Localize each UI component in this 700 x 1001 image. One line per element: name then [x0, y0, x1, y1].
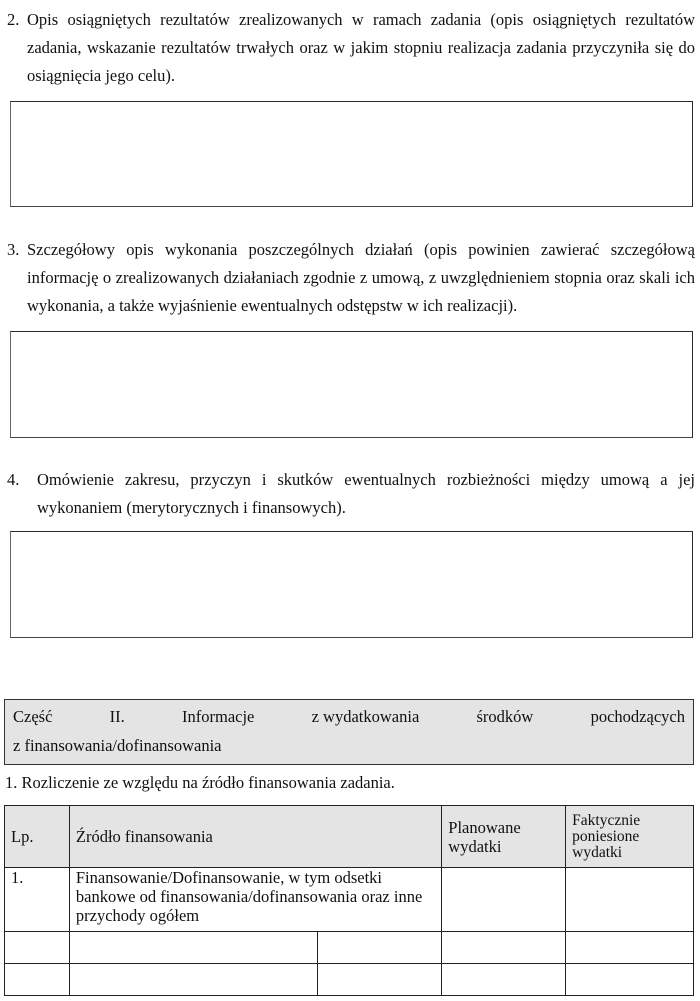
cell-lp[interactable] [5, 964, 70, 996]
cell-planned[interactable] [442, 964, 566, 996]
header-lp: Lp. [5, 806, 70, 868]
item-text: Szczegółowy opis wykonania poszczególnych działań (opis powinien zawierać szczegółową informację o zrealizowanych działaniach zgodnie z umową, z uwzględnieniem stopnia oraz skali ich wykonania, a także wyjaśnienie ewentualnych odstępstw w ich realizacji). [27, 240, 695, 315]
cell-lp: 1. [5, 868, 70, 932]
table-row [5, 932, 694, 964]
item-3 [7, 236, 695, 320]
header-planned: Planowane wydatki [442, 806, 566, 868]
item-number: 4. [7, 470, 20, 489]
financing-table [4, 805, 694, 996]
section-word: z wydatkowania [311, 707, 420, 726]
cell-planned[interactable] [442, 868, 566, 932]
section-word: pochodzących [590, 707, 685, 726]
subsection-title: 1. Rozliczenie ze względu na źródło finansowania zadania. [5, 773, 395, 792]
cell-source-b[interactable] [318, 932, 442, 964]
table-row [5, 964, 694, 996]
cell-actual[interactable] [566, 932, 694, 964]
cell-lp[interactable] [5, 932, 70, 964]
section-header-line1 [13, 702, 685, 731]
section-header-part-2 [4, 699, 694, 765]
cell-source-a[interactable] [69, 964, 318, 996]
item-number: 3. [7, 240, 20, 259]
table-header-row [5, 806, 694, 868]
answer-box-item-4[interactable] [10, 531, 693, 638]
cell-source-b[interactable] [318, 964, 442, 996]
section-header-line2: z finansowania/dofinansowania [13, 736, 222, 755]
cell-actual[interactable] [566, 868, 694, 932]
section-word: Część [13, 707, 53, 726]
item-2 [7, 6, 695, 90]
cell-planned[interactable] [442, 932, 566, 964]
header-actual: Faktycznie poniesione wydatki [566, 806, 694, 868]
item-text: Opis osiągniętych rezultatów zrealizowanych w ramach zadania (opis osiągniętych rezultatów zadania, wskazanie rezultatów trwałych oraz w jakim stopniu realizacja zadania przyczyniła się do osiągnięcia jego celu). [27, 10, 695, 85]
table-row [5, 868, 694, 932]
cell-source-a[interactable] [69, 932, 318, 964]
section-word: II. [109, 707, 125, 726]
item-4 [7, 466, 695, 522]
cell-source: Finansowanie/Dofinansowanie, w tym odsetki bankowe od finansowania/dofinansowania oraz inne przychody ogółem [69, 868, 441, 932]
item-text: Omówienie zakresu, przyczyn i skutków ewentualnych rozbieżności między umową a jej wykonaniem (merytorycznych i finansowych). [37, 470, 695, 517]
section-word: środków [476, 707, 534, 726]
item-number: 2. [7, 10, 20, 29]
cell-actual[interactable] [566, 964, 694, 996]
header-source: Źródło finansowania [69, 806, 441, 868]
section-word: Informacje [182, 707, 255, 726]
answer-box-item-3[interactable] [10, 331, 693, 438]
answer-box-item-2[interactable] [10, 101, 693, 207]
